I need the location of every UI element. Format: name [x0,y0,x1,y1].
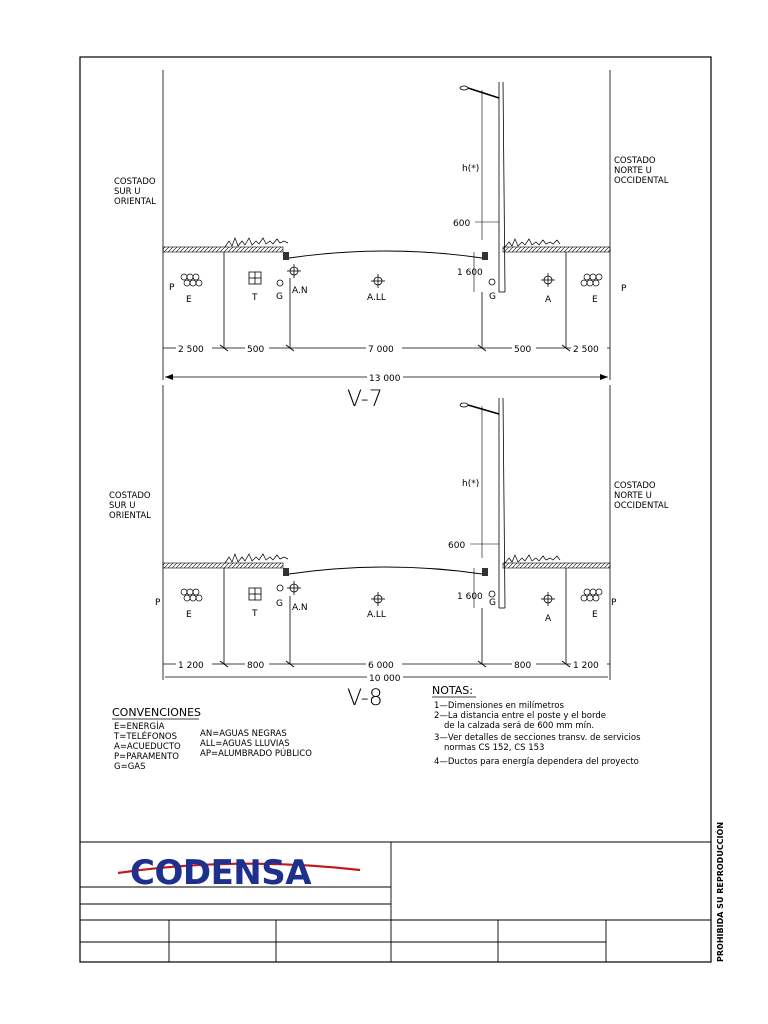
sewer-label: A.N [292,286,308,296]
curb-left [283,252,289,260]
sewer-pipe-icon [287,264,301,278]
storm-pipe-icon [371,274,385,288]
water-label: A [545,295,552,305]
gas-label-left: G [276,292,283,302]
gas-label-right: G [489,598,496,608]
paramento-label-right: P [621,284,627,294]
storm-label: A.LL [367,610,386,620]
energy-ducts-icon-right [581,274,602,286]
lamp-head-icon [460,86,468,90]
sewer-pipe-icon [287,581,301,595]
dim-3: 7 000 [368,345,394,355]
telephone-box-icon [249,588,261,600]
conventions-col1: E=ENERGÍA T=TELÉFONOS A=ACUEDUCTO P=PARAMENTO G=GAS [114,722,181,772]
pole-height-label: h(*) [462,164,480,174]
water-label: A [545,614,552,624]
sidewalk-right [503,247,610,252]
section-title: V-8 [347,686,383,711]
water-pipe-icon [541,592,555,606]
dim-1: 1 200 [178,661,204,671]
paramento-label-left: P [169,283,175,293]
telephone-box-icon [249,272,261,284]
conventions-col2: AN=AGUAS NEGRAS ALL=AGUAS LLUVIAS AP=ALUMBRADO PÚBLICO [200,729,312,759]
lamp-arm [468,405,499,414]
curb-left [283,568,289,576]
gas-pipe-icon [277,585,283,591]
vegetation-right [505,555,560,563]
conventions-heading: CONVENCIONES [112,706,202,719]
paramento-label-left: P [155,598,161,608]
section-title: V-7 [347,387,383,412]
energy-label-left: E [186,295,192,305]
energy-label-left: E [186,610,192,620]
sidewalk-left [163,563,283,568]
telephone-label: T [252,609,258,619]
dim-2: 500 [247,345,265,355]
right-side-label: COSTADO NORTE U OCCIDENTAL [614,481,669,511]
left-side-label: COSTADO SUR U ORIENTAL [109,491,151,521]
energy-label-right: E [592,295,598,305]
depth-label: 1 600 [457,592,483,602]
section-v8 [109,385,669,711]
storm-label: A.LL [367,293,386,303]
storm-pipe-icon [371,592,385,606]
vegetation-right [505,239,560,247]
curb-right [482,252,488,260]
left-side-label: COSTADO SUR U ORIENTAL [114,177,156,207]
notes-block [432,684,643,767]
dim-5: 2 500 [573,345,599,355]
pole-edge-right [503,398,505,608]
depth-label: 1 600 [457,268,483,278]
section-v7 [114,70,669,412]
gas-label-left: G [276,599,283,609]
vegetation-left [225,554,288,563]
sewer-label: A.N [292,603,308,613]
conventions-legend [112,706,312,772]
notes-heading: NOTAS: [432,684,473,697]
no-reproduction-notice: PROHIBIDA SU REPRODUCCIÓN [716,821,725,962]
telephone-label: T [252,293,258,303]
lamp-head-icon [460,403,468,407]
curb-right [482,568,488,576]
dim-4: 500 [514,345,532,355]
total-dimension: 13 000 [369,374,401,384]
roadway-surface [289,251,482,258]
sidewalk-right [503,563,610,568]
vegetation-left [225,238,288,247]
gas-pipe-icon-right [489,279,495,285]
offset-label: 600 [448,541,466,551]
pole-edge-right [503,82,505,292]
energy-ducts-icon [181,274,202,286]
dim-3: 6 000 [368,661,394,671]
right-side-label: COSTADO NORTE U OCCIDENTAL [614,156,669,186]
water-pipe-icon [541,273,555,287]
offset-label: 600 [453,219,471,229]
energy-label-right: E [592,610,598,620]
logo-text: CODENSA [130,853,312,893]
energy-ducts-icon-right [581,589,602,601]
roadway-surface [289,567,482,574]
gas-label-right: G [489,292,496,302]
total-dimension: 10 000 [369,674,401,684]
dim-2: 800 [247,661,265,671]
gas-pipe-icon [277,280,283,286]
paramento-label-right: P [611,598,617,608]
sidewalk-left [163,247,283,252]
lamp-arm [468,88,499,98]
gas-pipe-icon-right [489,591,495,597]
dim-5: 1 200 [573,661,599,671]
dim-1: 2 500 [178,345,204,355]
dim-4: 800 [514,661,532,671]
notes-lines: 1—Dimensiones en milímetros 2—La distancia entre el poste y el borde de la calzada será de 600 mm mín. 3—Ver detalles de secciones transv. de servicios normas CS 152, CS 153 4—Ductos para energía dependera del proyecto [434,701,641,767]
pole-height-label: h(*) [462,479,480,489]
energy-ducts-icon [181,589,202,601]
